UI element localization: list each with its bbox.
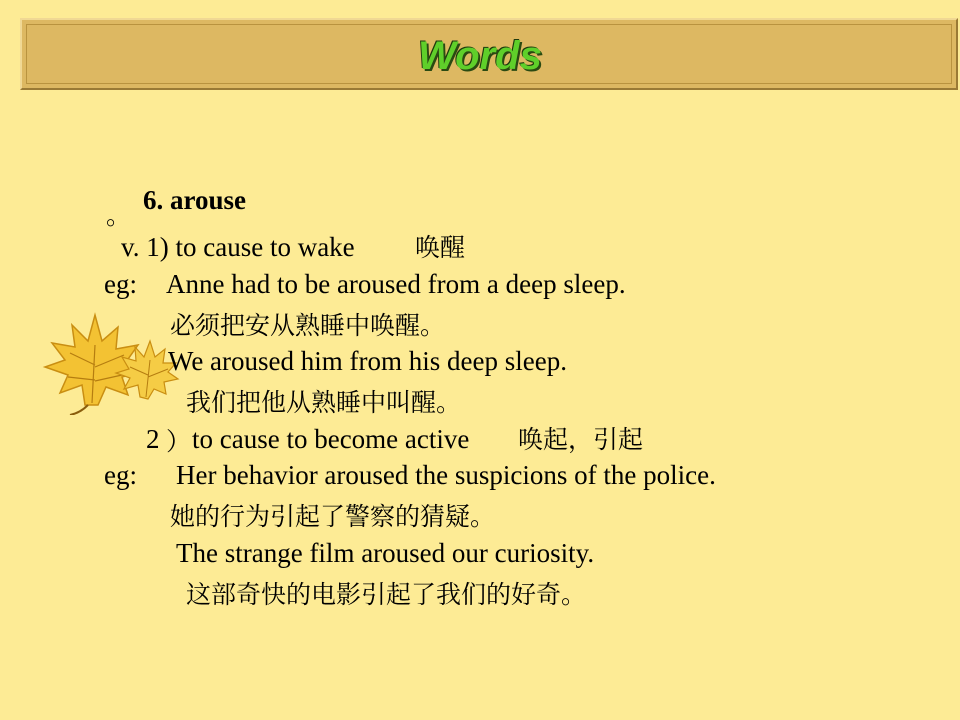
example1-chinese: 必须把安从熟睡中唤醒。 [170,311,446,340]
sense2-paren: ） [166,427,192,456]
example4-english: The strange film aroused our curiosity. [176,538,595,568]
word-heading: 6. arouse [143,185,247,215]
example3-chinese: 她的行为引起了警察的猜疑。 [170,502,496,531]
example3-label: eg: [104,460,137,490]
example4-chinese: 这部奇快的电影引起了我们的好奇。 [186,580,587,609]
sense2-definition: to cause to become active [192,424,470,454]
example2-chinese: 我们把他从熟睡中叫醒。 [186,388,462,417]
example1-label: eg: [104,269,137,299]
bullet-mark: 。 [106,201,132,230]
example2-english: We aroused him from his deep sleep. [168,346,567,376]
sense2-chinese: 唤起，引起 [518,425,644,454]
sense1-chinese: 唤醒 [415,233,466,262]
leaf-stem-icon [70,405,88,415]
sense2-number: 2 [146,424,160,454]
example3-english: Her behavior aroused the suspicions of the police. [176,460,716,490]
autumn-leaves-image [40,305,180,415]
example1-english: Anne had to be aroused from a deep sleep. [166,269,626,299]
slide-title: Words [418,34,542,78]
sense1-definition: v. 1) to cause to wake [121,232,355,262]
